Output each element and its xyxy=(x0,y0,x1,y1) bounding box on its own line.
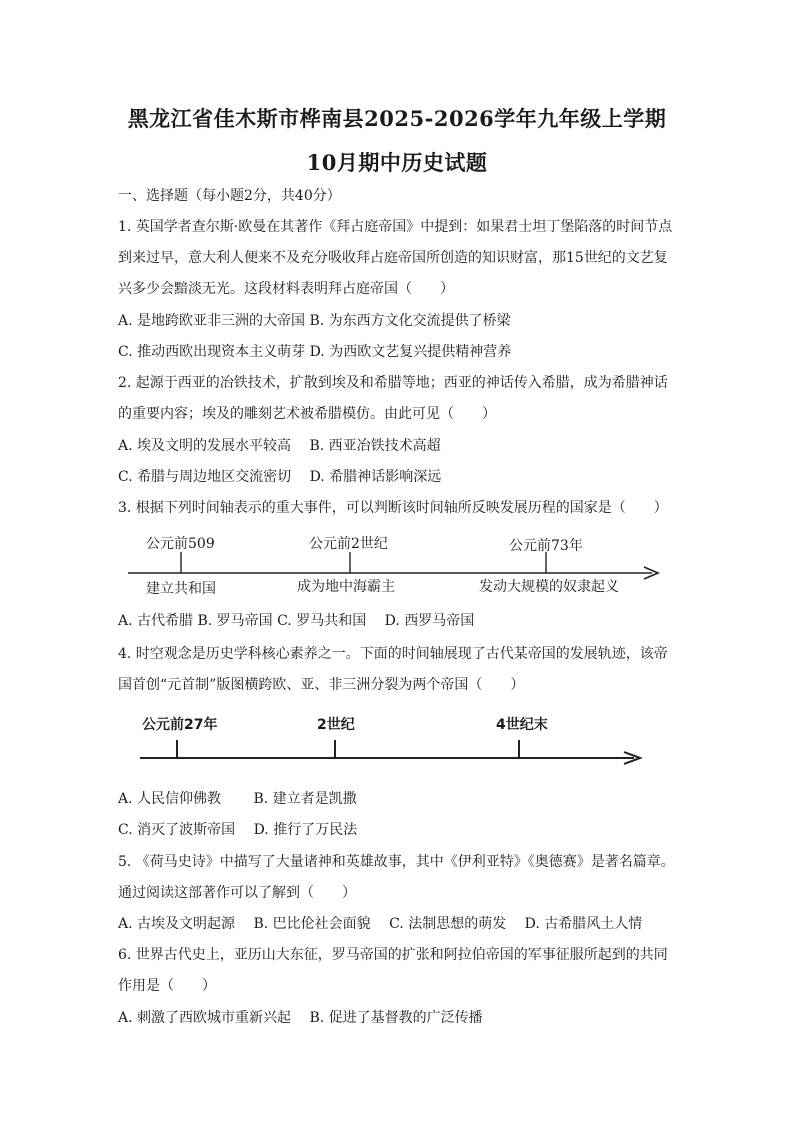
q6-stem-line2: 作用是（ ） xyxy=(118,978,216,994)
q2-stem-line2: 的重要内容；埃及的雕刻艺术被希腊模仿。由此可见（ ） xyxy=(118,406,496,422)
section-heading: 一、选择题（每小题2分，共40分） xyxy=(118,188,341,204)
q3-event-2: 成为地中海霸主 xyxy=(297,579,395,595)
q1-stem-line3: 兴多少会黯淡无光。这段材料表明拜占庭帝国（ ） xyxy=(118,281,454,297)
q3-event-3: 发动大规模的奴隶起义 xyxy=(479,579,619,595)
q5-stem-line1: 5. 《荷马史诗》中描写了大量诸神和英雄故事，其中《伊利亚特》《奥德赛》是著名篇章。 xyxy=(118,854,675,870)
q6-stem-line1: 6. 世界古代史上，亚历山大东征，罗马帝国的扩张和阿拉伯帝国的军事征服所起到的共同 xyxy=(118,947,668,963)
q3-date-2: 公元前2世纪 xyxy=(309,536,388,552)
q4-date-2: 2世纪 xyxy=(317,717,355,733)
q1-stem-line2: 到来过早，意大利人便来不及充分吸收拜占庭帝国所创造的知识财富，那15世纪的文艺复 xyxy=(118,250,668,266)
q4-stem-line1: 4. 时空观念是历史学科核心素养之一。下面的时间轴展现了古代某帝国的发展轨迹，该帝 xyxy=(118,646,668,662)
q4-axis-arrow xyxy=(624,752,640,764)
q3-event-1: 建立共和国 xyxy=(146,581,216,597)
q6-option-line1: A. 刺激了西欧城市重新兴起 B. 促进了基督教的广泛传播 xyxy=(118,1010,483,1026)
q4-date-1: 公元前27年 xyxy=(142,717,218,733)
q1-option-line2: C. 推动西欧出现资本主义萌芽 D. 为西欧文艺复兴提供精神营养 xyxy=(118,344,512,360)
q3-date-1: 公元前509 xyxy=(146,536,215,552)
q3-option-line1: A. 古代希腊 B. 罗马帝国 C. 罗马共和国 D. 西罗马帝国 xyxy=(118,613,475,629)
exam-title-line1: 黑龙江省佳木斯市桦南县2025-2026学年九年级上学期 xyxy=(127,106,667,131)
q4-stem-line2: 国首创“元首制”版图横跨欧、亚、非三洲分裂为两个帝国（ ） xyxy=(118,677,525,693)
q4-option-line2: C. 消灭了波斯帝国 D. 推行了万民法 xyxy=(118,822,358,838)
q3-axis-arrow xyxy=(644,567,658,579)
q2-option-line1: A. 埃及文明的发展水平较高 B. 西亚冶铁技术高超 xyxy=(118,438,441,454)
q4-option-line1: A. 人民信仰佛教 B. 建立者是凯撒 xyxy=(118,791,357,807)
q1-stem-line1: 1. 英国学者查尔斯·欧曼在其著作《拜占庭帝国》中提到：如果君士坦丁堡陷落的时间节点 xyxy=(118,219,673,235)
q3-stem-line1: 3. 根据下列时间轴表示的重大事件，可以判断该时间轴所反映发展历程的国家是（ ） xyxy=(118,500,668,516)
q4-date-3: 4世纪末 xyxy=(496,717,548,733)
q2-option-line2: C. 希腊与周边地区交流密切 D. 希腊神话影响深远 xyxy=(118,469,442,485)
q5-option-line1: A. 古埃及文明起源 B. 巴比伦社会面貌 C. 法制思想的萌发 D. 古希腊风土人情 xyxy=(118,916,643,932)
q3-date-3: 公元前73年 xyxy=(509,538,583,554)
exam-title-line2: 10月期中历史试题 xyxy=(306,150,488,175)
q5-stem-line2: 通过阅读这部著作可以了解到（ ） xyxy=(118,885,356,901)
q2-stem-line1: 2. 起源于西亚的冶铁技术，扩散到埃及和希腊等地；西亚的神话传入希腊，成为希腊神话 xyxy=(118,375,668,391)
q1-option-line1: A. 是地跨欧亚非三洲的大帝国 B. 为东西方文化交流提供了桥梁 xyxy=(118,313,511,329)
